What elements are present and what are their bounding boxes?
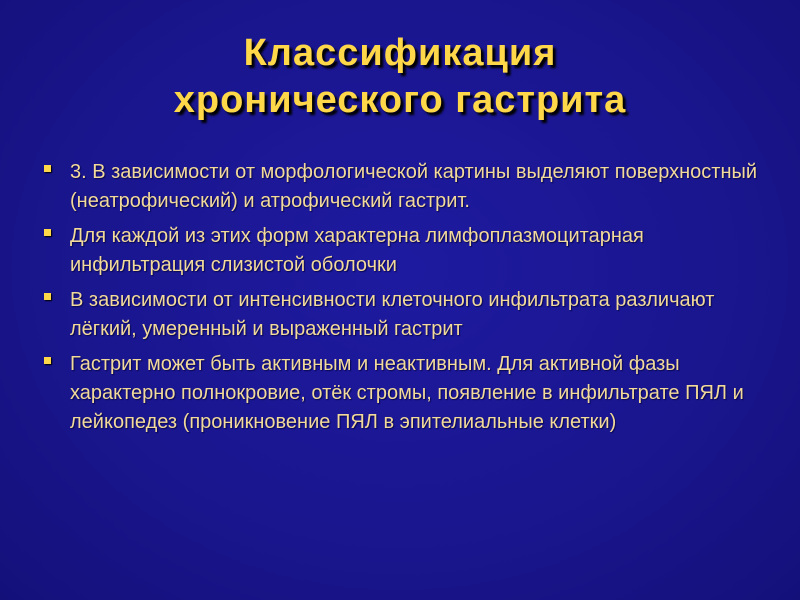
bullet-list [44,158,784,443]
square-bullet-icon [44,293,51,300]
square-bullet-icon [44,165,51,172]
bullet-item [44,286,784,344]
square-bullet-icon [44,357,51,364]
slide-title [0,30,800,124]
square-bullet-icon [44,229,51,236]
bullet-text: 3. В зависимости от морфологической картины выделяют поверхностный (неатрофический) и атрофический гастрит. [70,161,758,212]
slide-title-line-2: хронического гастрита [173,79,627,121]
bullet-text: Гастрит может быть активным и неактивным. Для активной фазы характерно полнокровие, отёк стромы, появление в инфильтрате ПЯЛ и лейкопедез (проникновение ПЯЛ в эпителиальные клетки) [70,353,744,433]
slide-title-line-1: Классификация [243,32,557,74]
bullet-item [44,350,784,437]
bullet-text: Для каждой из этих форм характерна лимфоплазмоцитарная инфильтрация слизистой оболочки [70,225,644,276]
bullet-item [44,158,784,216]
bullet-text: В зависимости от интенсивности клеточного инфильтрата различают лёгкий, умеренный и выраженный гастрит [70,289,715,340]
bullet-item [44,222,784,280]
